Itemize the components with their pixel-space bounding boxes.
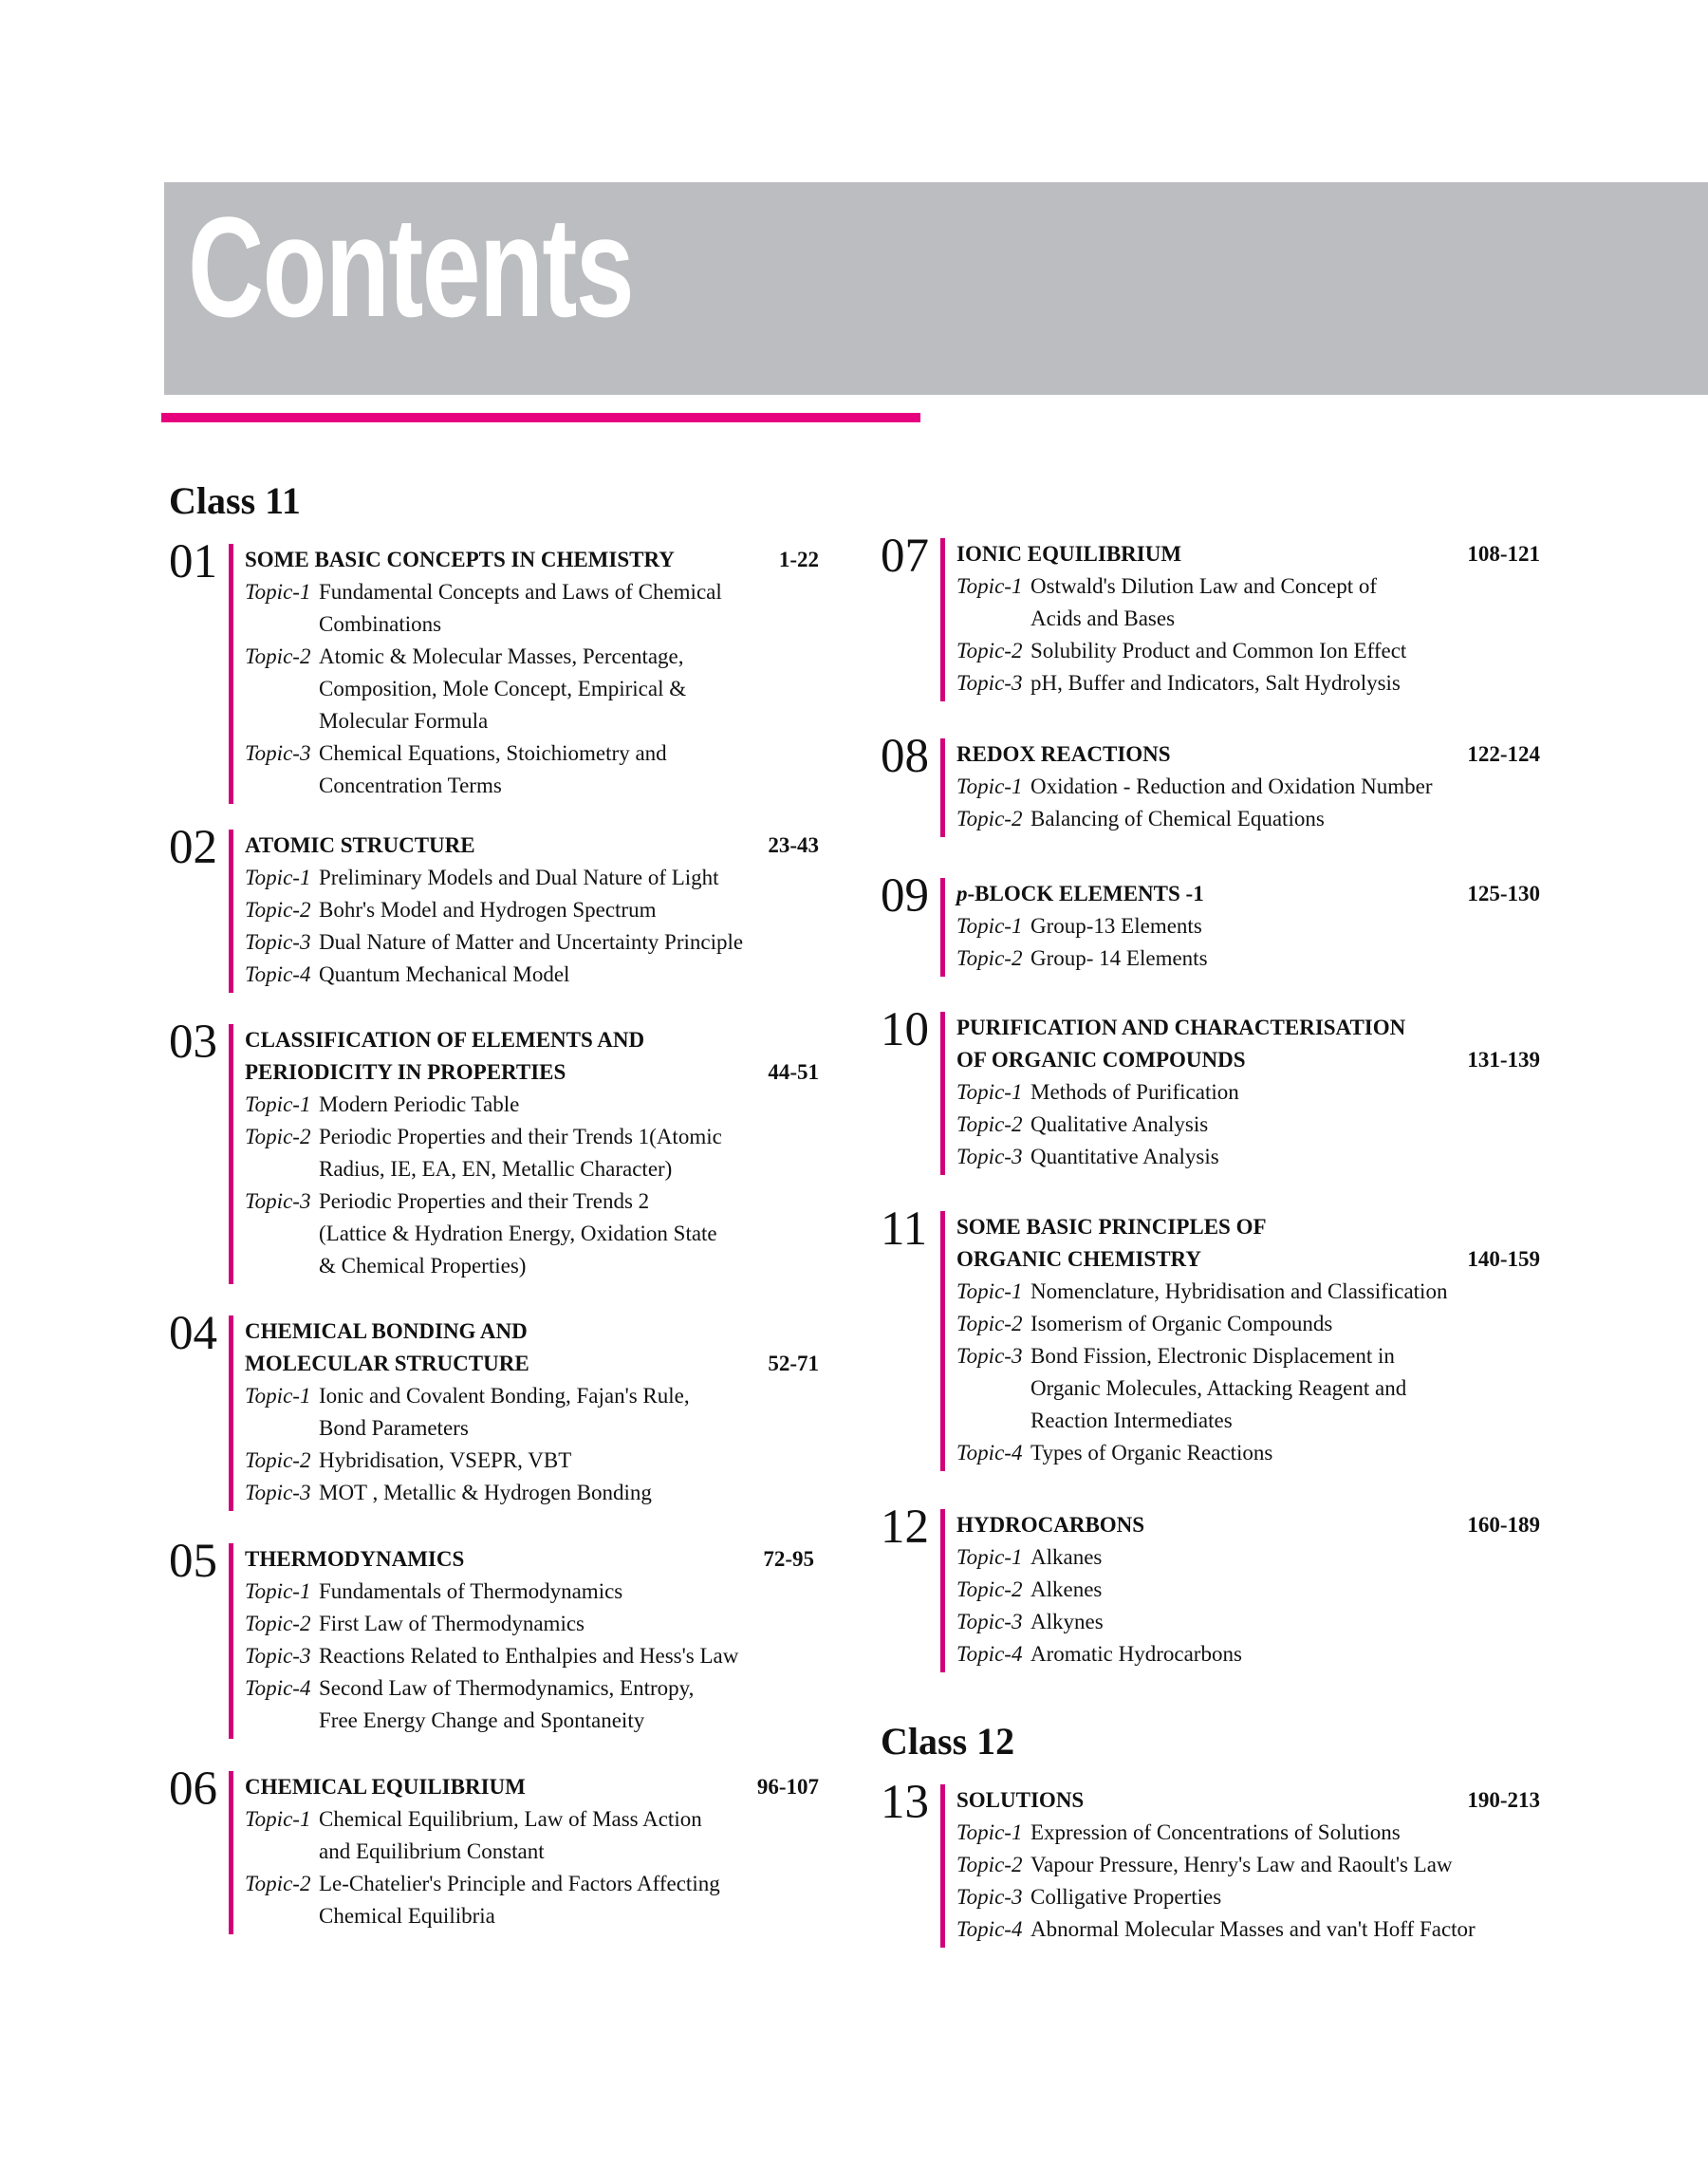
- chapter-title: [956, 1012, 1540, 1044]
- topic-entry[interactable]: [956, 1638, 1540, 1670]
- chapter-page-range: 160-189: [1467, 1513, 1540, 1537]
- topic-entry[interactable]: [245, 1803, 819, 1868]
- chapter-number: 08: [881, 730, 929, 783]
- chapter-number: 13: [881, 1776, 929, 1829]
- accent-rule: [161, 413, 920, 422]
- topic-label: Topic-2: [956, 807, 1023, 830]
- topic-text: Oxidation - Reduction and Oxidation Number: [1030, 774, 1433, 798]
- topic-text: Abnormal Molecular Masses and van't Hoff Factor: [1030, 1917, 1476, 1941]
- topic-text: Bohr's Model and Hydrogen Spectrum: [319, 898, 657, 922]
- topic-entry[interactable]: [956, 1141, 1540, 1173]
- topic-label: Topic-1: [956, 574, 1023, 598]
- class-11-heading: Class 11: [169, 479, 301, 522]
- chapter-title-text: HYDROCARBONS: [956, 1513, 1145, 1537]
- chapter-accent-bar: [940, 1211, 945, 1471]
- topic-text: Alkenes: [1030, 1577, 1103, 1601]
- topic-text: Isomerism of Organic Compounds: [1030, 1312, 1333, 1335]
- chapter-title-prefix: p: [956, 882, 968, 905]
- topic-text: Methods of Purification: [1030, 1080, 1239, 1104]
- topic-text: Concentration Terms: [319, 774, 502, 797]
- topic-text: First Law of Thermodynamics: [319, 1612, 585, 1635]
- chapter-page-range: 108-121: [1467, 542, 1540, 566]
- topic-text: Atomic & Molecular Masses, Percentage,: [319, 644, 684, 668]
- topic-text: Le-Chatelier's Principle and Factors Affecting: [319, 1872, 720, 1895]
- chapter-page-range: 190-213: [1467, 1788, 1540, 1812]
- topic-text: Reaction Intermediates: [1030, 1409, 1233, 1432]
- topic-entry[interactable]: [956, 1913, 1540, 1946]
- topic-text: Alkanes: [1030, 1545, 1103, 1569]
- chapter-number: 10: [881, 1003, 929, 1056]
- chapter-title-text: CHEMICAL BONDING AND: [245, 1319, 528, 1343]
- topic-text: Aromatic Hydrocarbons: [1030, 1642, 1242, 1666]
- topic-entry[interactable]: [245, 862, 819, 894]
- chapter-title-text: SOME BASIC PRINCIPLES OF: [956, 1215, 1267, 1239]
- topic-label: Topic-3: [956, 671, 1023, 695]
- chapter-accent-bar: [229, 544, 233, 804]
- topic-label: Topic-3: [956, 1344, 1023, 1368]
- topic-text: Hybridisation, VSEPR, VBT: [319, 1448, 572, 1472]
- chapter-page-range: 72-95: [763, 1547, 814, 1571]
- topic-label: Topic-3: [245, 1644, 311, 1668]
- chapter-title-text: -BLOCK ELEMENTS -1: [967, 882, 1204, 905]
- chapter-title-text: PURIFICATION AND CHARACTERISATION: [956, 1016, 1406, 1039]
- chapter-page-range: 52-71: [768, 1352, 819, 1375]
- topic-entry[interactable]: [245, 1868, 819, 1932]
- topic-label: Topic-3: [245, 741, 311, 765]
- topic-label: Topic-2: [956, 946, 1023, 970]
- topic-text: Periodic Properties and their Trends 2: [319, 1189, 650, 1213]
- topic-text: Ionic and Covalent Bonding, Fajan's Rule,: [319, 1384, 690, 1408]
- topic-text: Fundamental Concepts and Laws of Chemical: [319, 580, 722, 604]
- topic-entry[interactable]: [956, 1574, 1540, 1606]
- chapter-title-text: ORGANIC CHEMISTRY: [956, 1247, 1201, 1271]
- topic-label: Topic-1: [245, 866, 311, 889]
- topic-label: Topic-3: [245, 1189, 311, 1213]
- chapter-title-text: MOLECULAR STRUCTURE: [245, 1352, 529, 1375]
- topic-text: Expression of Concentrations of Solutions: [1030, 1820, 1401, 1844]
- topic-text: Bond Parameters: [319, 1416, 469, 1440]
- topic-entry[interactable]: [956, 1541, 1540, 1574]
- topic-text: Quantum Mechanical Model: [319, 962, 570, 986]
- topic-entry[interactable]: [956, 1109, 1540, 1141]
- topic-entry[interactable]: [245, 1672, 814, 1737]
- topic-label: Topic-3: [956, 1145, 1023, 1168]
- topic-text: Alkynes: [1030, 1610, 1104, 1633]
- chapter-title: [956, 1243, 1540, 1276]
- topic-text: Colligative Properties: [1030, 1885, 1222, 1909]
- chapter-accent-bar: [229, 830, 233, 993]
- chapter-page-range: 140-159: [1467, 1247, 1540, 1271]
- topic-entry[interactable]: [245, 959, 819, 991]
- topic-label: Topic-1: [245, 1579, 311, 1603]
- topic-text: Periodic Properties and their Trends 1(Atomic: [319, 1125, 722, 1148]
- topic-entry[interactable]: [956, 1340, 1540, 1437]
- chapter-title: [245, 1543, 814, 1576]
- chapter-title: [956, 1784, 1540, 1817]
- topic-entry[interactable]: [956, 1606, 1540, 1638]
- topic-text: Vapour Pressure, Henry's Law and Raoult's Law: [1030, 1853, 1453, 1876]
- topic-text: Types of Organic Reactions: [1030, 1441, 1273, 1465]
- topic-label: Topic-4: [956, 1642, 1023, 1666]
- chapter-title-text: THERMODYNAMICS: [245, 1547, 465, 1571]
- topic-label: Topic-4: [956, 1917, 1023, 1941]
- chapter-accent-bar: [940, 1012, 945, 1175]
- topic-entry[interactable]: [245, 576, 819, 641]
- chapter-page-range: 96-107: [756, 1775, 819, 1799]
- topic-entry[interactable]: [956, 1276, 1540, 1308]
- topic-text: Molecular Formula: [319, 709, 489, 733]
- topic-text: Free Energy Change and Spontaneity: [319, 1708, 645, 1732]
- chapter-page-range: 44-51: [768, 1060, 819, 1084]
- topic-label: Topic-2: [245, 1125, 311, 1148]
- topic-text: Radius, IE, EA, EN, Metallic Character): [319, 1157, 673, 1181]
- topic-entry[interactable]: [956, 1817, 1540, 1849]
- chapter-title-text: REDOX REACTIONS: [956, 742, 1171, 766]
- topic-entry[interactable]: [956, 942, 1540, 975]
- topic-text: Preliminary Models and Dual Nature of Light: [319, 866, 719, 889]
- chapter-title: [245, 544, 819, 576]
- topic-text: MOT , Metallic & Hydrogen Bonding: [319, 1481, 652, 1504]
- topic-text: Balancing of Chemical Equations: [1030, 807, 1325, 830]
- topic-entry[interactable]: [245, 1608, 814, 1640]
- page-title: Contents: [188, 187, 634, 346]
- topic-entry[interactable]: [245, 1121, 819, 1185]
- topic-entry[interactable]: [956, 803, 1540, 835]
- chapter-accent-bar: [940, 1509, 945, 1672]
- topic-label: Topic-1: [956, 1820, 1023, 1844]
- topic-text: pH, Buffer and Indicators, Salt Hydrolysis: [1030, 671, 1401, 695]
- chapter-title: [956, 878, 1540, 910]
- chapter-number: 11: [881, 1203, 928, 1256]
- topic-label: Topic-2: [956, 1577, 1023, 1601]
- topic-text: Dual Nature of Matter and Uncertainty Principle: [319, 930, 744, 954]
- topic-label: Topic-1: [245, 580, 311, 604]
- topic-entry[interactable]: [956, 635, 1540, 667]
- topic-entry[interactable]: [245, 641, 819, 737]
- topic-entry[interactable]: [956, 771, 1540, 803]
- topic-label: Topic-4: [245, 1676, 311, 1700]
- topic-label: Topic-1: [956, 914, 1023, 938]
- topic-text: Composition, Mole Concept, Empirical &: [319, 677, 687, 700]
- topic-label: Topic-4: [245, 962, 311, 986]
- chapter-title: [956, 1509, 1540, 1541]
- chapter-title: [245, 1315, 819, 1348]
- chapter-title: [956, 1044, 1540, 1076]
- topic-label: Topic-3: [956, 1885, 1023, 1909]
- topic-entry[interactable]: [956, 1437, 1540, 1469]
- topic-text: Modern Periodic Table: [319, 1092, 520, 1116]
- chapter-title: [245, 1771, 819, 1803]
- topic-label: Topic-2: [245, 898, 311, 922]
- chapter-title-text: IONIC EQUILIBRIUM: [956, 542, 1182, 566]
- chapter-title: [956, 1211, 1540, 1243]
- topic-text: (Lattice & Hydration Energy, Oxidation State: [319, 1222, 717, 1245]
- chapter-number: 12: [881, 1501, 929, 1554]
- chapter-title-text: CHEMICAL EQUILIBRIUM: [245, 1775, 526, 1799]
- topic-label: Topic-4: [956, 1441, 1023, 1465]
- topic-text: Group-13 Elements: [1030, 914, 1202, 938]
- topic-entry[interactable]: [956, 1308, 1540, 1340]
- chapter-number: 09: [881, 869, 929, 923]
- topic-text: Solubility Product and Common Ion Effect: [1030, 639, 1407, 662]
- topic-label: Topic-1: [956, 1080, 1023, 1104]
- topic-entry[interactable]: [245, 1185, 819, 1282]
- topic-text: Group- 14 Elements: [1030, 946, 1208, 970]
- chapter-title: [245, 1024, 819, 1056]
- topic-text: Reactions Related to Enthalpies and Hess's Law: [319, 1644, 739, 1668]
- topic-text: Bond Fission, Electronic Displacement in: [1030, 1344, 1395, 1368]
- topic-entry[interactable]: [956, 570, 1540, 635]
- topic-text: Chemical Equations, Stoichiometry and: [319, 741, 667, 765]
- topic-entry[interactable]: [956, 1076, 1540, 1109]
- topic-text: Nomenclature, Hybridisation and Classification: [1030, 1279, 1448, 1303]
- topic-text: Organic Molecules, Attacking Reagent and: [1030, 1376, 1407, 1400]
- chapter-number: 04: [169, 1307, 217, 1360]
- topic-text: Quantitative Analysis: [1030, 1145, 1219, 1168]
- chapter-page-range: 122-124: [1467, 742, 1540, 766]
- topic-text: Ostwald's Dilution Law and Concept of: [1030, 574, 1378, 598]
- topic-label: Topic-3: [956, 1610, 1023, 1633]
- topic-entry[interactable]: [245, 737, 819, 802]
- topic-text: Second Law of Thermodynamics, Entropy,: [319, 1676, 695, 1700]
- topic-entry[interactable]: [245, 1089, 819, 1121]
- chapter-title: [245, 830, 819, 862]
- topic-entry[interactable]: [245, 894, 819, 926]
- chapter-accent-bar: [940, 738, 945, 837]
- chapter-title-text: PERIODICITY IN PROPERTIES: [245, 1060, 566, 1084]
- chapter-accent-bar: [940, 878, 945, 977]
- topic-text: Acids and Bases: [1030, 606, 1176, 630]
- chapter-number: 06: [169, 1763, 217, 1816]
- topic-text: Combinations: [319, 612, 442, 636]
- topic-text: & Chemical Properties): [319, 1254, 527, 1278]
- chapter-number: 07: [881, 530, 929, 583]
- chapter-page-range: 23-43: [768, 833, 819, 857]
- topic-text: Chemical Equilibria: [319, 1904, 495, 1928]
- chapter-title-text: SOLUTIONS: [956, 1788, 1085, 1812]
- chapter-accent-bar: [229, 1024, 233, 1284]
- chapter-number: 01: [169, 535, 217, 588]
- chapter-title-text: CLASSIFICATION OF ELEMENTS AND: [245, 1028, 645, 1052]
- topic-label: Topic-2: [245, 1872, 311, 1895]
- topic-text: Qualitative Analysis: [1030, 1112, 1209, 1136]
- chapter-page-range: 1-22: [778, 548, 819, 571]
- topic-label: Topic-2: [956, 1112, 1023, 1136]
- topic-label: Topic-1: [956, 1279, 1023, 1303]
- topic-label: Topic-2: [956, 1853, 1023, 1876]
- topic-label: Topic-2: [956, 1312, 1023, 1335]
- topic-label: Topic-3: [245, 1481, 311, 1504]
- topic-label: Topic-1: [956, 1545, 1023, 1569]
- chapter-number: 05: [169, 1535, 217, 1588]
- topic-entry[interactable]: [956, 910, 1540, 942]
- chapter-accent-bar: [229, 1315, 233, 1511]
- topic-entry[interactable]: [956, 1881, 1540, 1913]
- chapter-accent-bar: [229, 1543, 233, 1739]
- topic-label: Topic-3: [245, 930, 311, 954]
- chapter-title: [956, 738, 1540, 771]
- chapter-accent-bar: [940, 538, 945, 701]
- chapter-title: [245, 1056, 819, 1089]
- topic-label: Topic-2: [245, 1448, 311, 1472]
- topic-label: Topic-1: [956, 774, 1023, 798]
- chapter-title-text: SOME BASIC CONCEPTS IN CHEMISTRY: [245, 548, 675, 571]
- chapter-title: [956, 538, 1540, 570]
- chapter-accent-bar: [940, 1784, 945, 1948]
- contents-banner: [164, 182, 1708, 395]
- topic-entry[interactable]: [245, 1380, 819, 1445]
- topic-entry[interactable]: [956, 667, 1540, 700]
- topic-label: Topic-1: [245, 1092, 311, 1116]
- topic-entry[interactable]: [245, 1640, 814, 1672]
- topic-label: Topic-1: [245, 1807, 311, 1831]
- chapter-number: 02: [169, 821, 217, 874]
- topic-label: Topic-2: [245, 644, 311, 668]
- class-12-heading: Class 12: [881, 1720, 1015, 1763]
- chapter-title-text: OF ORGANIC COMPOUNDS: [956, 1048, 1246, 1072]
- chapter-title-text: ATOMIC STRUCTURE: [245, 833, 475, 857]
- topic-text: Chemical Equilibrium, Law of Mass Action: [319, 1807, 702, 1831]
- chapter-title: [245, 1348, 819, 1380]
- topic-entry[interactable]: [245, 1445, 819, 1477]
- topic-entry[interactable]: [245, 1576, 814, 1608]
- chapter-number: 03: [169, 1016, 217, 1069]
- topic-label: Topic-2: [245, 1612, 311, 1635]
- chapter-page-range: 125-130: [1467, 882, 1540, 905]
- topic-text: and Equilibrium Constant: [319, 1839, 545, 1863]
- chapter-accent-bar: [229, 1771, 233, 1934]
- topic-entry[interactable]: [245, 1477, 819, 1509]
- topic-entry[interactable]: [956, 1849, 1540, 1881]
- topic-entry[interactable]: [245, 926, 819, 959]
- topic-label: Topic-1: [245, 1384, 311, 1408]
- chapter-page-range: 131-139: [1467, 1048, 1540, 1072]
- topic-label: Topic-2: [956, 639, 1023, 662]
- topic-text: Fundamentals of Thermodynamics: [319, 1579, 623, 1603]
